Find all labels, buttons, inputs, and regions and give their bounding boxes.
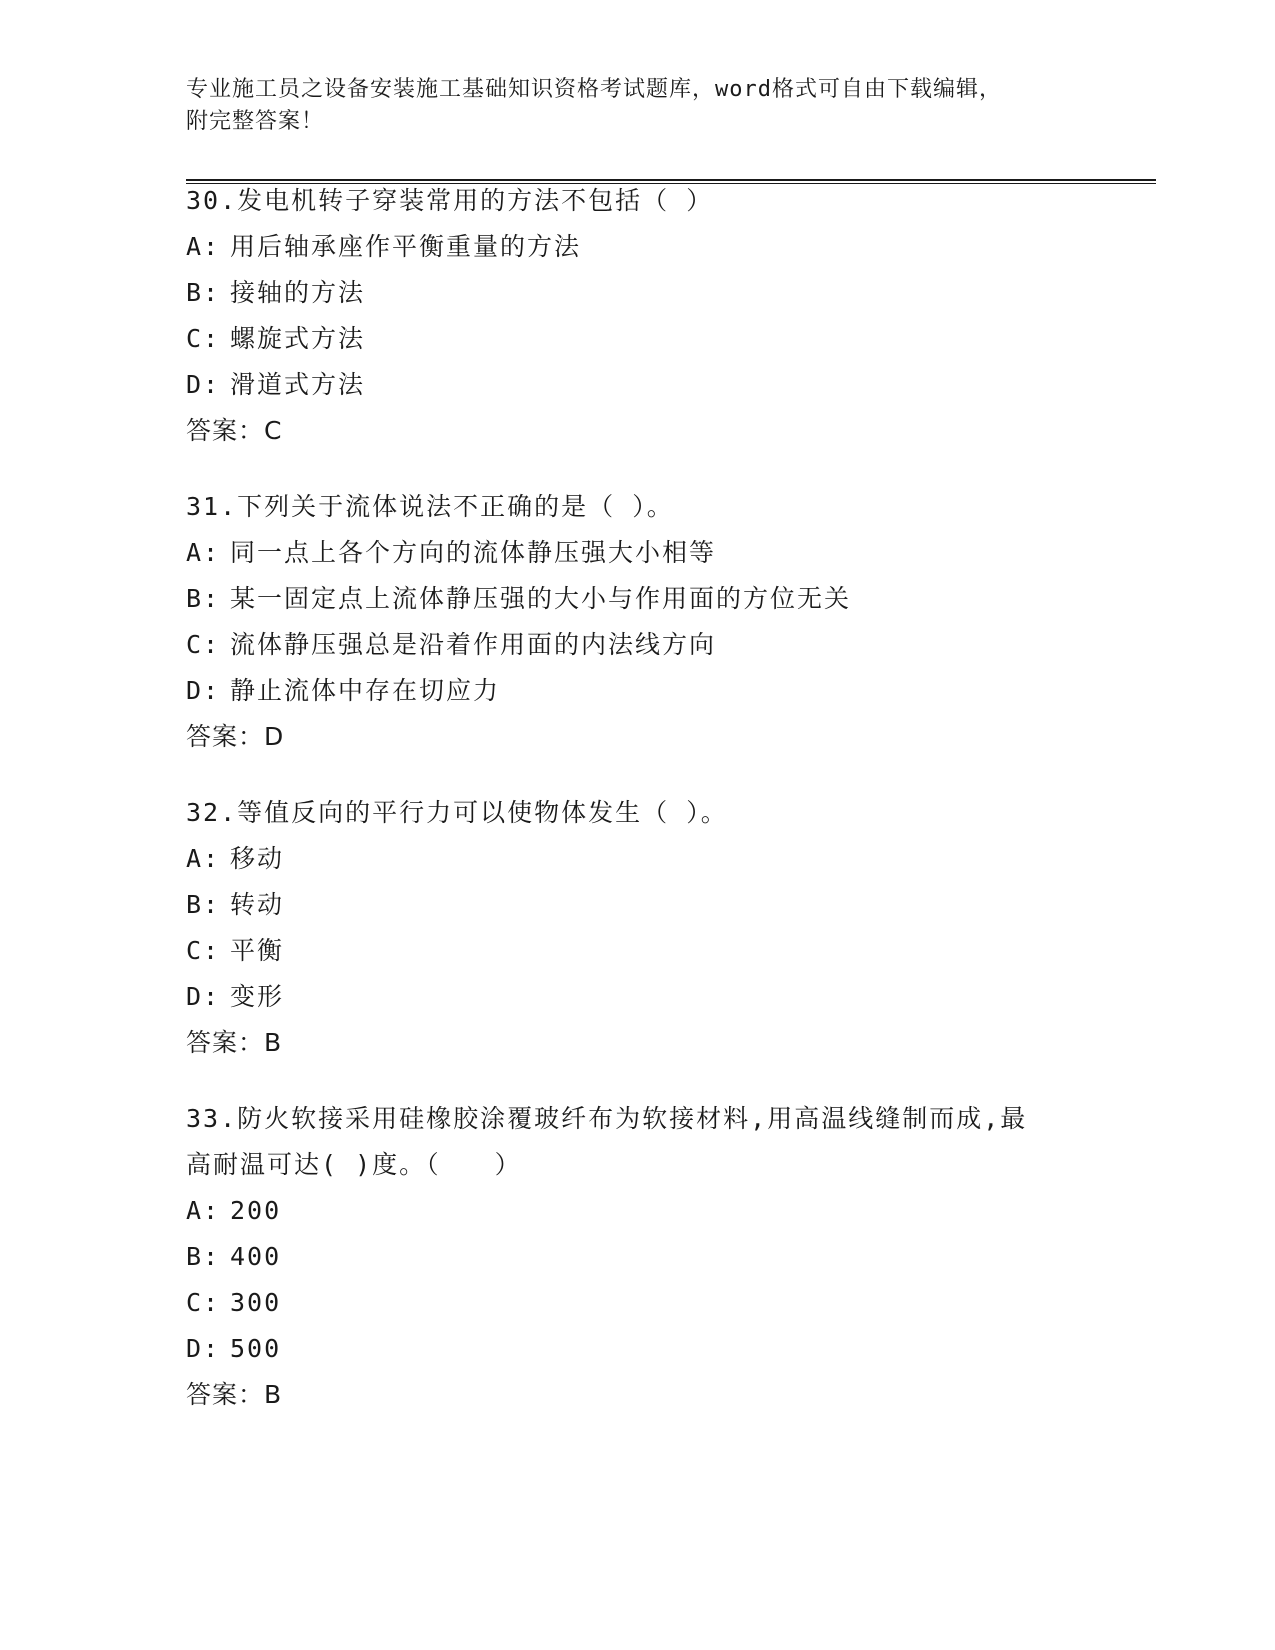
option-c [186,1280,1086,1326]
option-d [186,668,1086,714]
option-text: 螺旋式方法 [230,324,366,353]
option-b [186,1234,1086,1280]
answer-text: 答案：B [186,1028,283,1057]
option-letter: C: [186,630,221,659]
option-a [186,1188,1086,1234]
option-text: 200 [230,1196,282,1225]
option-text: 500 [230,1334,282,1363]
option-text: 用后轴承座作平衡重量的方法 [230,232,582,261]
option-letter: A: [186,232,221,261]
option-text: 某一固定点上流体静压强的大小与作用面的方位无关 [230,584,852,613]
option-text: 转动 [230,890,285,919]
option-b [186,576,1086,622]
option-text: 接轴的方法 [230,278,366,307]
option-d [186,974,1086,1020]
answer-text: 答案：C [186,416,283,445]
answer-text: 答案：B [186,1380,283,1409]
option-text: 静止流体中存在切应力 [230,676,501,705]
option-c [186,316,1086,362]
question-30 [186,178,1086,454]
option-letter: A: [186,538,221,567]
option-letter: B: [186,890,221,919]
option-a [186,224,1086,270]
option-letter: C: [186,324,221,353]
option-text: 同一点上各个方向的流体静压强大小相等 [230,538,717,567]
option-a [186,836,1086,882]
question-stem: 30.发电机转子穿装常用的方法不包括（ ） [186,186,714,215]
question-stem: 31.下列关于流体说法不正确的是（ ）。 [186,492,674,521]
question-stem-line-1: 33.防火软接采用硅橡胶涂覆玻纤布为软接材料,用高温线缝制而成,最 [186,1104,1028,1133]
option-c [186,622,1086,668]
option-a [186,530,1086,576]
answer-text: 答案：D [186,722,285,751]
question-stem: 32.等值反向的平行力可以使物体发生（ ）。 [186,798,728,827]
option-c [186,928,1086,974]
question-33 [186,1096,1086,1418]
option-text: 变形 [230,982,285,1011]
option-letter: C: [186,936,221,965]
option-text: 流体静压强总是沿着作用面的内法线方向 [230,630,717,659]
option-letter: A: [186,1196,221,1225]
option-b [186,270,1086,316]
option-letter: A: [186,844,221,873]
option-text: 平衡 [230,936,285,965]
option-text: 400 [230,1242,282,1271]
option-letter: B: [186,278,221,307]
header-line-1: 专业施工员之设备安装施工基础知识资格考试题库，word格式可自由下载编辑， [186,77,1002,102]
option-letter: D: [186,1334,221,1363]
option-letter: D: [186,370,221,399]
option-letter: B: [186,584,221,613]
option-text: 移动 [230,844,285,873]
option-letter: D: [186,676,221,705]
option-text: 300 [230,1288,282,1317]
option-d [186,1326,1086,1372]
option-letter: C: [186,1288,221,1317]
question-32 [186,790,1086,1066]
header-line-2: 附完整答案！ [186,109,325,134]
option-d [186,362,1086,408]
option-letter: B: [186,1242,221,1271]
question-31 [186,484,1086,760]
question-stem-line-2: 高耐温可达( )度。（ ） [186,1150,522,1179]
option-b [186,882,1086,928]
document-header [186,74,1066,138]
option-text: 滑道式方法 [230,370,366,399]
option-letter: D: [186,982,221,1011]
